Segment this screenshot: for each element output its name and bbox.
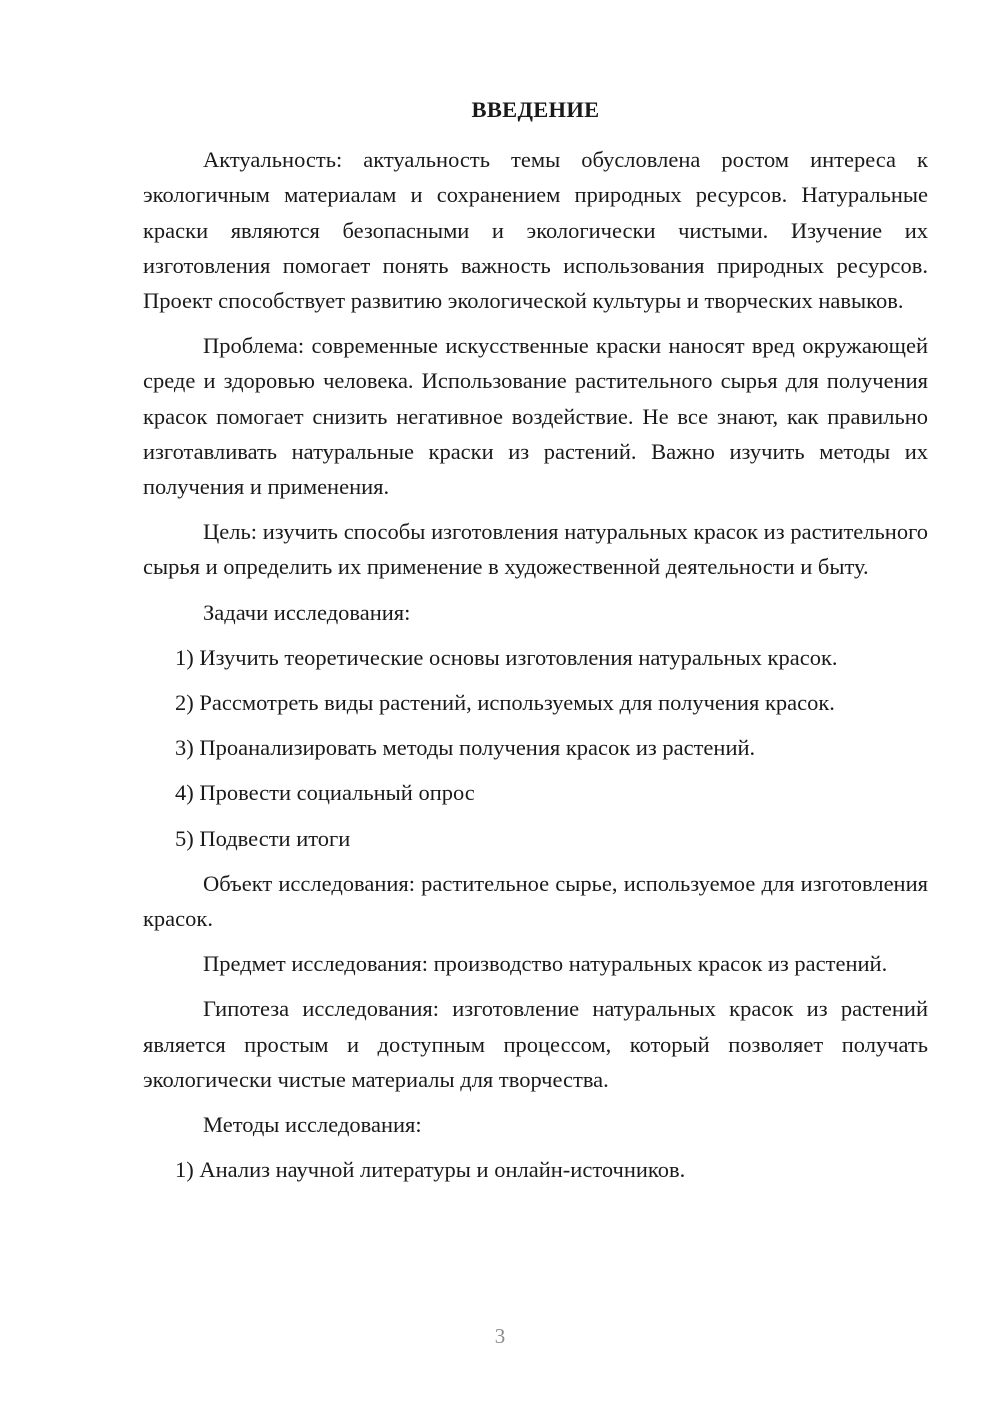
goal-paragraph: Цель: изучить способы изготовления натуральных красок из растительного сырья и определить их применение в художественной деятельности и быту. <box>143 519 928 580</box>
list-item: 4) Провести социальный опрос <box>175 780 475 806</box>
tasks-label: Задачи исследования: <box>203 599 411 625</box>
list-item: 5) Подвести итоги <box>175 825 351 851</box>
hypothesis-paragraph: Гипотеза исследования: изготовление натуральных красок из растений является простым и доступным процессом, который позволяет получать экологически чистые материалы для творчества. <box>143 996 928 1092</box>
tasks-list <box>143 640 928 856</box>
document-page <box>143 92 928 1197</box>
subject-paragraph: Предмет исследования: производство натуральных красок из растений. <box>203 951 888 977</box>
list-item: 3) Проанализировать методы получения красок из растений. <box>175 735 756 761</box>
methods-label: Методы исследования: <box>203 1112 422 1138</box>
methods-list <box>143 1152 928 1187</box>
relevance-paragraph: Актуальность: актуальность темы обусловлена ростом интереса к экологичным материалам и сохранением природных ресурсов. Натуральные краски являются безопасными и экологически чистыми. Изучение их изготовления помогает понять важность использования природных ресурсов. Проект способствует развитию экологической культуры и творческих навыков. <box>143 147 928 314</box>
object-paragraph: Объект исследования: растительное сырье, используемое для изготовления красок. <box>143 870 928 932</box>
page-number: 3 <box>494 1324 506 1348</box>
list-item: 1) Изучить теоретические основы изготовления натуральных красок. <box>175 644 838 670</box>
problem-paragraph: Проблема: современные искусственные краски наносят вред окружающей среде и здоровью человека. Использование растительного сырья для получения красок помогает снизить негативное воздействие. Не все знают, как правильно изготавливать натуральные краски из растений. Важно изучить методы их получения и применения. <box>143 333 928 500</box>
list-item: 2) Рассмотреть виды растений, используемых для получения красок. <box>175 690 835 716</box>
list-item: 1) Анализ научной литературы и онлайн-источников. <box>175 1157 686 1183</box>
page-title: ВВЕДЕНИЕ <box>471 97 600 122</box>
